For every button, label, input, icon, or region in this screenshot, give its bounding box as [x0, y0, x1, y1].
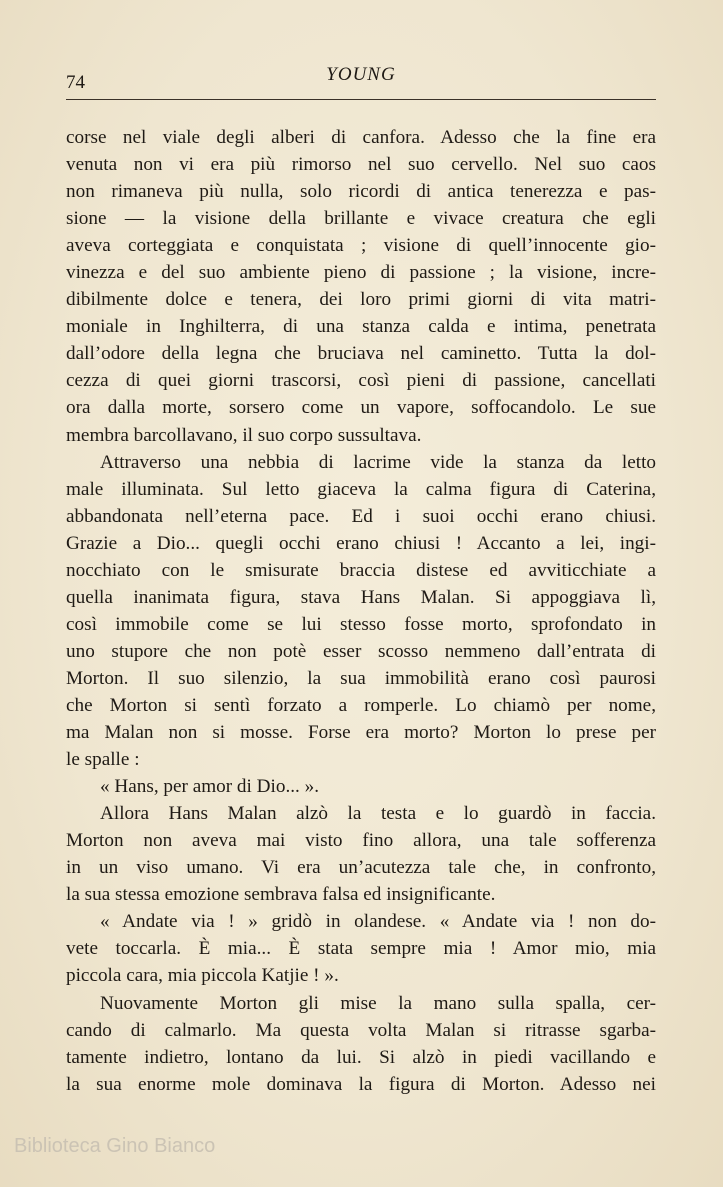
text-line: Allora Hans Malan alzò la testa e lo guardò in faccia.: [100, 803, 656, 825]
text-line: cando di calmarlo. Ma questa volta Malan si ritrasse sgarba-: [66, 1019, 656, 1041]
page-header: [66, 64, 656, 104]
text-line: Attraverso una nebbia di lacrime vide la stanza da letto: [100, 451, 656, 473]
text-line: in un viso umano. Vi era un’acutezza tale che, in confronto,: [66, 857, 656, 879]
text-line: venuta non vi era più rimorso nel suo cervello. Nel suo caos: [66, 154, 656, 176]
header-rule: [66, 99, 656, 100]
text-line: Grazie a Dio... quegli occhi erano chiusi ! Accanto a lei, ingi-: [66, 532, 656, 554]
body-text: [66, 124, 656, 1098]
text-line: aveva corteggiata e conquistata ; visione di quell’innocente gio-: [66, 235, 656, 257]
text-line: vinezza e del suo ambiente pieno di passione ; la visione, incre-: [66, 262, 656, 284]
text-line: uno stupore che non potè esser scosso nemmeno dall’entrata di: [66, 640, 656, 662]
text-line: sione — la visione della brillante e vivace creatura che egli: [66, 208, 656, 230]
text-line: Morton. Il suo silenzio, la sua immobilità erano così paurosi: [66, 667, 656, 689]
text-line: la sua stessa emozione sembrava falsa ed insignificante.: [66, 884, 496, 906]
text-line: corse nel viale degli alberi di canfora. Adesso che la fine era: [66, 127, 656, 148]
text-line: « Andate via ! » gridò in olandese. « Andate via ! non do-: [100, 911, 656, 933]
text-line: piccola cara, mia piccola Katjie ! ».: [66, 965, 339, 987]
text-line: le spalle :: [66, 749, 140, 771]
page-number: 74: [66, 72, 85, 93]
text-line: così immobile come se lui stesso fosse morto, sprofondato in: [66, 613, 656, 635]
text-line: moniale in Inghilterra, di una stanza calda e intima, penetrata: [66, 316, 656, 338]
text-line: ora dalla morte, sorsero come un vapore, soffocandolo. Le sue: [66, 397, 656, 419]
text-line: ma Malan non si mosse. Forse era morto? Morton lo prese per: [66, 722, 656, 744]
running-title: YOUNG: [326, 64, 396, 85]
text-line: Morton non aveva mai visto fino allora, una tale sofferenza: [66, 830, 656, 852]
text-line: male illuminata. Sul letto giaceva la calma figura di Caterina,: [66, 478, 656, 500]
text-line: membra barcollavano, il suo corpo sussultava.: [66, 424, 422, 446]
text-line: nocchiato con le smisurate braccia distese ed avviticchiate a: [66, 559, 656, 581]
text-line: « Hans, per amor di Dio... ».: [100, 776, 320, 798]
library-watermark: Biblioteca Gino Bianco: [14, 1135, 216, 1157]
text-line: abbandonata nell’eterna pace. Ed i suoi occhi erano chiusi.: [66, 505, 656, 527]
text-line: dibilmente dolce e tenera, dei loro primi giorni di vita matri-: [66, 289, 656, 311]
text-line: dall’odore della legna che bruciava nel caminetto. Tutta la dol-: [66, 343, 656, 365]
text-line: che Morton si sentì forzato a romperle. Lo chiamò per nome,: [66, 694, 656, 716]
text-line: quella inanimata figura, stava Hans Malan. Si appoggiava lì,: [66, 586, 656, 608]
text-line: vete toccarla. È mia... È stata sempre mia ! Amor mio, mia: [66, 938, 656, 960]
text-line: la sua enorme mole dominava la figura di Morton. Adesso nei: [66, 1073, 656, 1095]
text-line: non rimaneva più nulla, solo ricordi di antica tenerezza e pas-: [66, 181, 656, 203]
text-line: cezza di quei giorni trascorsi, così pieni di passione, cancellati: [66, 370, 656, 392]
text-line: Nuovamente Morton gli mise la mano sulla spalla, cer-: [100, 992, 656, 1014]
text-line: tamente indietro, lontano da lui. Si alzò in piedi vacillando e: [66, 1046, 656, 1068]
